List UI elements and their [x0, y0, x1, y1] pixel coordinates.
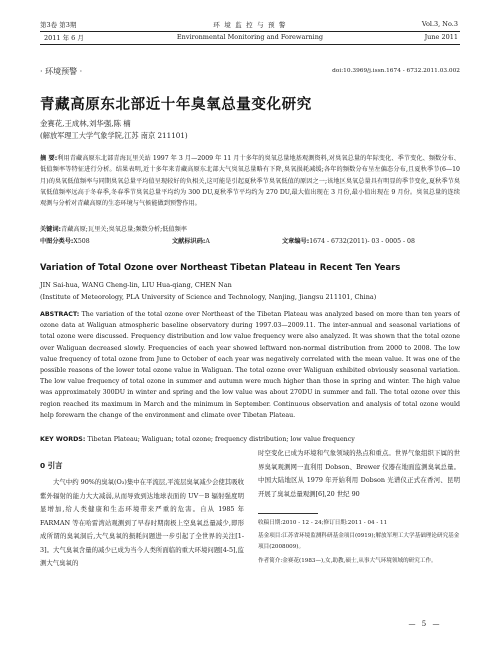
header-vol-no: Vol.3, No.3	[421, 20, 458, 28]
abstract-cn	[40, 153, 460, 221]
header-rule-bottom	[40, 44, 460, 45]
authors-en: JIN Sai-hua, WANG Cheng-lin, LIU Hua-qiang, CHEN Nan	[40, 281, 232, 289]
authors-cn: 金赛花,王成林,刘华强,陈 楠	[40, 119, 131, 128]
abstract-cn-label: 摘 要:	[40, 155, 58, 162]
page-number: — 5 —	[408, 620, 442, 628]
clc-label: 中图分类号:	[40, 238, 74, 245]
doc-code-label: 文献标识码:	[172, 238, 206, 245]
column-label: · 环境预警 ·	[40, 67, 83, 76]
abstract-en-label: ABSTRACT:	[40, 311, 80, 318]
article-number	[282, 236, 415, 245]
header-journal-cn: 环 境 监 控 与 预 警	[213, 21, 287, 29]
keywords-cn	[40, 224, 187, 233]
keywords-cn-text: 青藏高原;瓦里关;臭氧总量;频数分析;低值频率	[61, 226, 187, 233]
affiliation-cn: (解放军理工大学气象学院,江苏 南京 211101)	[40, 131, 188, 140]
footnote-rule	[258, 513, 318, 514]
footnote-author: 作者简介:金赛花(1983—),女,助教,硕士,从事大气环境领域的研究工作。	[258, 558, 437, 564]
doi: doi:10.3969/j.issn.1674 - 6732.2011.03.002	[332, 68, 460, 74]
keywords-en-label: KEY WORDS:	[40, 436, 86, 443]
keywords-en-text: Tibetan Plateau; Waliguan; total ozone; frequency distribution; low value frequency	[87, 436, 355, 443]
keywords-en	[40, 436, 355, 443]
keywords-cn-label: 关键词:	[40, 226, 62, 233]
header-journal-en: Environmental Monitoring and Forewarning	[176, 33, 324, 41]
intro-left-column: 大气中约 90%的臭氧(O₃)集中在平流层,平流层臭氧减少会使其吸收紫外辐射的能力大大减弱,从而导致到达地球表面的 UV－B 辐射强度明显增加,给人类健康和生态环境带来严重的危害。自从 1985 年 FARMAN 等在哈雷湾站观测到了早春时期南极上空臭氧总量减少,即形成所谓的臭氧洞后,大气臭氧的损耗问题进一步引起了全世界的关注[1-3]。大气臭氧含量的减少已成为当今人类所面临的重大环境问题[4-5],监测大气臭氧的	[40, 478, 244, 567]
header-volume-issue: 第3卷 第3期	[40, 21, 77, 29]
clc-number	[40, 236, 90, 245]
intro-heading: 0 引言	[40, 461, 63, 470]
doc-code	[172, 236, 210, 245]
clc-value: X508	[73, 238, 90, 245]
footnote-fund: 基金项目:江苏省环境监测科研基金项目(0919);解放军理工大学基础理论研究基金项目(2008009)。	[258, 533, 460, 551]
title-en: Variation of Total Ozone over Northeast Tibetan Plateau in Recent Ten Years	[40, 262, 401, 272]
doc-code-value: A	[205, 238, 210, 245]
header-month: June 2011	[424, 33, 458, 41]
article-number-value: 1674 - 6732(2011)- 03 - 0005 - 08	[309, 238, 415, 245]
abstract-cn-text: 利用青藏高原东北部青海瓦里关站 1997 年 3 月—2009 年 11 月十多年的臭氧总量地基观测资料,对臭氧总量的年际变化、季节变化、频数分布、低值频率等特征进行分析。结果表明,近十多年来青藏高原东北部大气臭氧总量略有下降,臭氧损耗减缓;各年的频数分布呈左偏态分布,且夏秋季节(6—10 月)的臭氧低值频率与同期臭氧总量平均值呈现较好的负相关,这可能是引起夏秋季节臭氧低值的原因之一;该地区臭氧总量具有明显的季节变化,夏秋季节臭氧低值频率远高于冬春季,冬春季节臭氧总量平均约为 300 DU,夏秋季节平均约为 270 DU,最大值出现在 3 月份,最小值出现在 9 月份。臭氧总量的连续观测与分析对青藏高原的生态环境与气候能做到预警作用。	[40, 155, 460, 208]
article-number-label: 文章编号:	[282, 238, 310, 245]
abstract-en-text: The variation of the total ozone over Northeast of the Tibetan Plateau was analyzed based on more than ten years of ozone data at Waliguan atmospheric baseline observatory during 1997.03—2009.11. The inter-annual and seasonal variations of total ozone were discussed. Frequency distribution and low value frequency were also analyzed. It was shown that the total ozone over Waliguan decreased slowly. Frequencies of each year showed leftward non-normal distribution from 2000 to 2008. The low value frequency of total ozone from June to October of each year was negatively correlated with the mean value. It was one of the possible reasons of the lower total ozone value in Waliguan. The total ozone over Waliguan exhibited obviously seasonal variation. The low value frequency of total ozone in summer and autumn were much higher than those in spring and winter. The high value was approximately 300DU in winter and spring and the low value was about 270DU in summer and fall. The total ozone over this region reached its maximum in March and the minimum in September. Continuous observation and analysis of total ozone would help forewarn the change of the environment and climate over Tibetan Plateau.	[40, 311, 460, 419]
affiliation-en: (Institute of Meteorology, PLA University of Science and Technology, Nanjing, Jiangsu 211101, China)	[40, 293, 377, 301]
header-date: 2011 年 6 月	[44, 34, 84, 42]
header-rule-top	[40, 31, 460, 32]
footnote-received: 收稿日期:2010 - 12 - 24;修订日期:2011 - 04 - 11	[258, 520, 388, 526]
intro-right-column: 时空变化已成为环境和气象领域的热点和重点。世界气象组织下属的世界臭氧观测网一直利用 Dobson、Brewer 仪器在地面监测臭氧总量。中国大陆地区从 1979 年开始利用 Dobson 光谱仪正式在香河、昆明开展了臭氧总量观测[6],20 世纪 90	[258, 449, 460, 498]
title-cn: 青藏高原东北部近十年臭氧总量变化研究	[40, 97, 312, 113]
abstract-en	[40, 309, 460, 433]
